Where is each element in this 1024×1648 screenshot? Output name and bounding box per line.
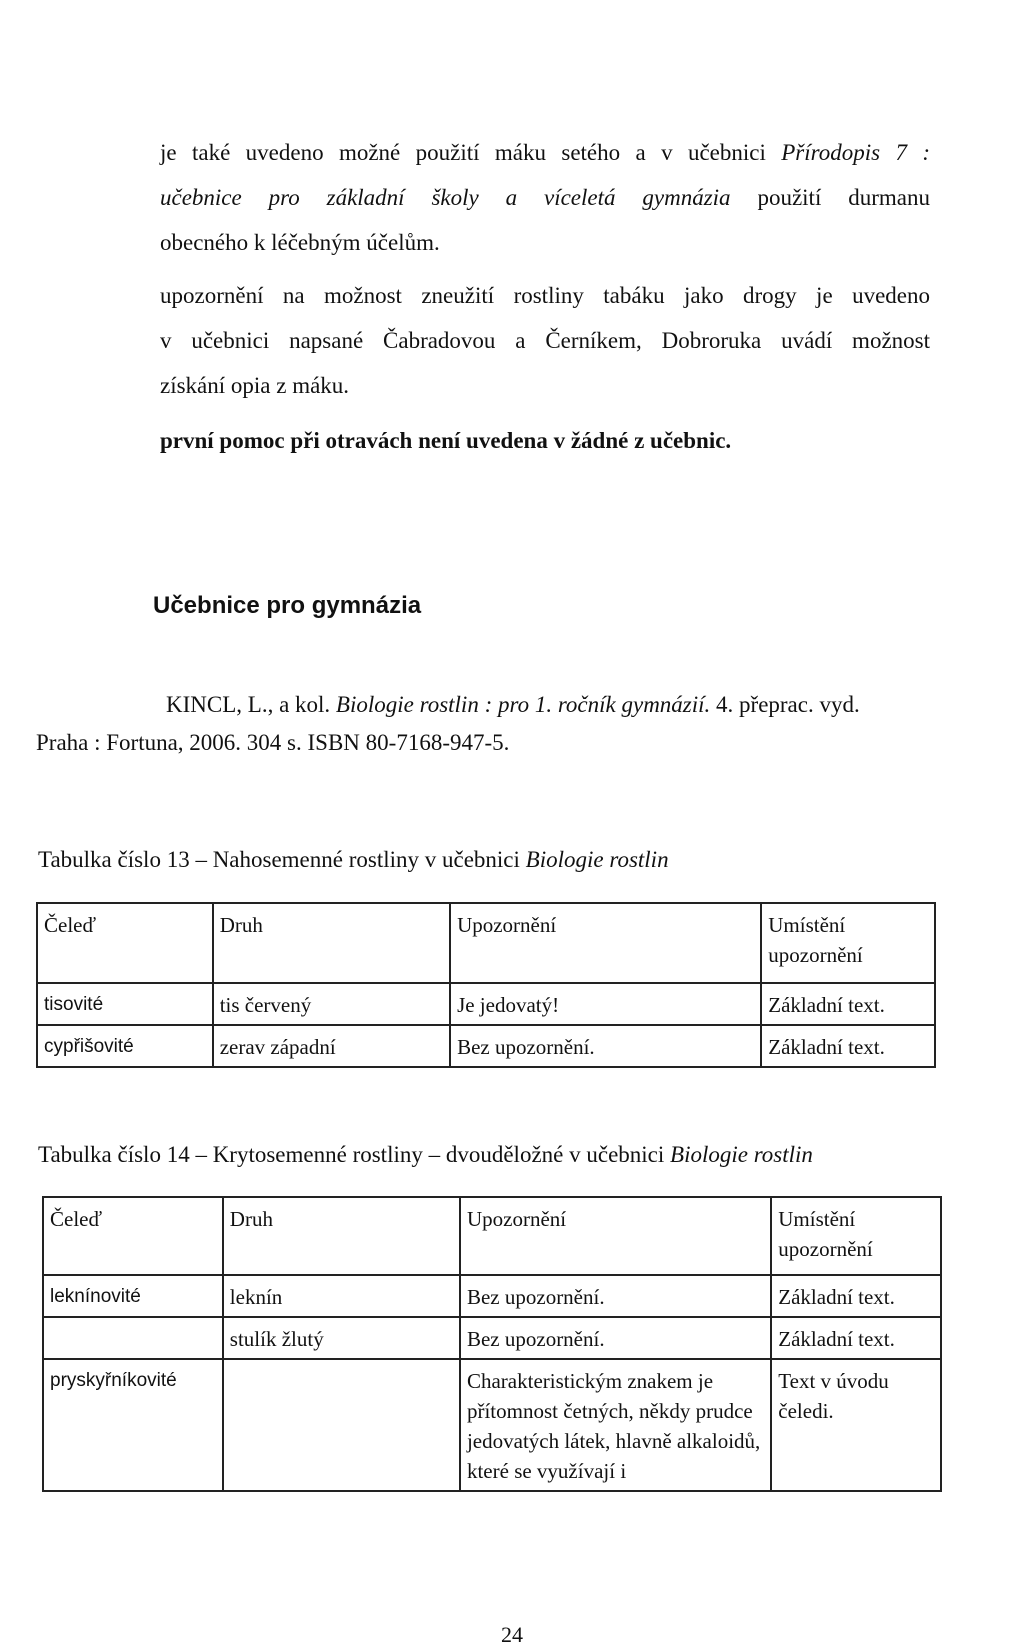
- paragraph-1-line-1: je také uvedeno možné použití máku setého a v učebnici Přírodopis 7 :: [160, 140, 930, 165]
- table-header-row: [43, 1197, 941, 1275]
- reference-line-1: KINCL, L., a kol. Biologie rostlin : pro 1. ročník gymnázií. 4. přeprac. vyd.: [166, 692, 860, 717]
- cell-celed: tisovité: [37, 983, 213, 1025]
- cell-umisteni: Základní text.: [761, 983, 935, 1025]
- cell-upozorneni: Bez upozornění.: [460, 1317, 771, 1359]
- cell-druh: stulík žlutý: [223, 1317, 460, 1359]
- header-upozorneni: Upozornění: [460, 1197, 771, 1275]
- page-number: 24: [501, 1622, 523, 1647]
- cell-druh: [223, 1359, 460, 1491]
- cell-druh: leknín: [223, 1275, 460, 1317]
- header-druh: Druh: [213, 903, 450, 983]
- cell-umisteni: Základní text.: [771, 1275, 941, 1317]
- cell-upozorneni: Bez upozornění.: [460, 1275, 771, 1317]
- cell-celed: cypřišovité: [37, 1025, 213, 1067]
- table-13: [36, 902, 936, 1068]
- header-upozorneni: Upozornění: [450, 903, 761, 983]
- cell-umisteni: Základní text.: [761, 1025, 935, 1067]
- cell-upozorneni: Je jedovatý!: [450, 983, 761, 1025]
- textbook-title: Přírodopis 7 :: [781, 140, 930, 165]
- table-row: [37, 983, 935, 1025]
- header-celed: Čeleď: [37, 903, 213, 983]
- paragraph-2-line-1: upozornění na možnost zneužití rostliny tabáku jako drogy je uvedeno: [160, 283, 930, 308]
- paragraph-3: první pomoc při otravách není uvedena v žádné z učebnic.: [160, 428, 732, 453]
- table-row: [37, 1025, 935, 1067]
- header-druh: Druh: [223, 1197, 460, 1275]
- table-14-caption: Tabulka číslo 14 – Krytosemenné rostliny – dvouděložné v učebnici Biologie rostlin: [38, 1142, 813, 1167]
- cell-druh: zerav západní: [213, 1025, 450, 1067]
- paragraph-2: [160, 273, 930, 408]
- cell-umisteni: Základní text.: [771, 1317, 941, 1359]
- cell-celed: pryskyřníkovité: [43, 1359, 223, 1491]
- cell-celed: [43, 1317, 223, 1359]
- header-umisteni: Umístění upozornění: [771, 1197, 941, 1275]
- table-13-caption: Tabulka číslo 13 – Nahosemenné rostliny v učebnici Biologie rostlin: [38, 847, 669, 872]
- paragraph-2-line-2: v učebnici napsané Čabradovou a Černíkem, Dobroruka uvádí možnost: [160, 328, 930, 353]
- textbook-subtitle: učebnice pro základní školy a víceletá gymnázia: [160, 185, 731, 210]
- cell-upozorneni: Bez upozornění.: [450, 1025, 761, 1067]
- table-row: [43, 1359, 941, 1491]
- paragraph-1-line-3: obecného k léčebným účelům.: [160, 230, 440, 255]
- table-row: [43, 1275, 941, 1317]
- cell-upozorneni: Charakteristickým znakem je přítomnost četných, někdy prudce jedovatých látek, hlavně alkaloidů, které se využívají i: [460, 1359, 771, 1491]
- table-row: [43, 1317, 941, 1359]
- paragraph-1: [160, 130, 930, 265]
- reference-line-2: Praha : Fortuna, 2006. 304 s. ISBN 80-7168-947-5.: [36, 730, 510, 755]
- section-heading: Učebnice pro gymnázia: [153, 592, 422, 619]
- cell-celed: leknínovité: [43, 1275, 223, 1317]
- paragraph-2-line-3: získání opia z máku.: [160, 373, 350, 398]
- cell-umisteni: Text v úvodu čeledi.: [771, 1359, 941, 1491]
- table-header-row: [37, 903, 935, 983]
- cell-druh: tis červený: [213, 983, 450, 1025]
- table-14: [42, 1196, 942, 1492]
- paragraph-1-line-2: učebnice pro základní školy a víceletá gymnázia použití durmanu: [160, 185, 930, 210]
- header-umisteni: Umístění upozornění: [761, 903, 935, 983]
- header-celed: Čeleď: [43, 1197, 223, 1275]
